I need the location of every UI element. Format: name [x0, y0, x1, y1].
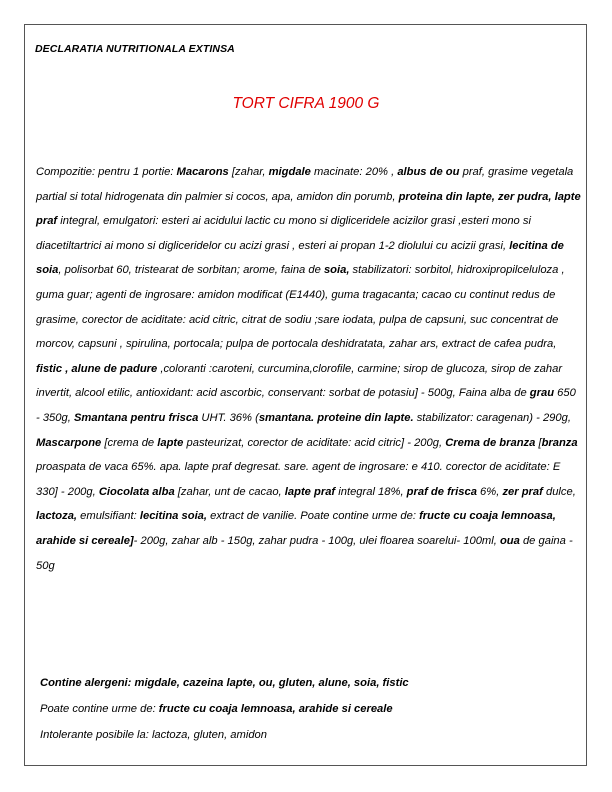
composition-bold-run: lecitina soia,	[139, 510, 208, 523]
composition-bold-run: Smantana pentru frisca	[73, 411, 199, 424]
composition-bold-run: zer praf	[502, 485, 543, 498]
composition-bold-run: migdale	[268, 166, 311, 178]
composition-run: praf, grasime vegetala partial si total hidrogenata din palmier si cocos, apa, amidon din porumb,	[36, 166, 574, 203]
composition-bold-run: lactoza,	[36, 510, 78, 523]
composition-run: UHT. 36% (	[198, 411, 259, 424]
composition-paragraph	[36, 160, 582, 578]
composition-run: [zahar,	[228, 166, 269, 178]
composition-run: pasteurizat, corector de aciditate: acid citric] - 200g,	[183, 436, 446, 449]
composition-bold-run: oua	[499, 534, 520, 547]
traces-label: Poate contine urme de:	[40, 703, 159, 715]
composition-run: [	[535, 436, 542, 449]
traces-values: fructe cu coaja lemnoasa, arahide si cereale	[158, 703, 393, 715]
composition-run: Compozitie: pentru 1 portie:	[36, 166, 177, 178]
composition-run: macinate: 20% ,	[310, 166, 398, 178]
composition-run: integral 18%,	[335, 485, 407, 498]
allergens-values: : migdale, cazeina lapte, ou, gluten, alune, soia, fistic	[127, 677, 409, 689]
composition-run: dulce,	[542, 485, 576, 498]
composition-run: extract de vanilie. Poate contine urme de:	[207, 510, 420, 523]
composition-run: stabilizatori: sorbitol, hidroxipropilceluloza , guma guar; agenti de ingrosare: amidon modificat (E1440), guma tragacanta; cacao cu continut redus de grasime, corector de aciditate: acid citric, citrat de sodiu ;sare iodata, pulpa de capsuni, suc concentrat de morcov, capsuni , spirulina, portocala; pulpa de portocala deshidratata, zahar ars, extract de cafea pudra,	[36, 264, 565, 351]
composition-run: integral, emulgatori: esteri ai acidului lactic cu mono si digliceridele acizilor grasi ,esteri mono si diacetiltartrici ai mono si digliceridelor cu acizi grasi , esteri ai propan 1-2 diolului cu acizii grasi,	[36, 215, 531, 252]
composition-run: de gaina - 50g	[36, 534, 573, 572]
composition-bold-run: proteina din lapte, zer pudra, lapte praf	[36, 190, 581, 228]
composition-run: - 200g, zahar alb - 150g, zahar pudra - 100g, ulei floarea soarelui- 100ml,	[133, 534, 500, 547]
composition-run: 650 - 350g,	[36, 387, 576, 424]
composition-bold-run: soia,	[323, 264, 350, 277]
composition-bold-run: smantana. proteine din lapte.	[258, 411, 414, 424]
composition-run: proaspata de vaca 65%. apa. lapte praf degresat. sare. agent de ingrosare: e 410. corector de aciditate: E 330] - 200g,	[36, 461, 561, 498]
composition-bold-run: Macarons	[176, 166, 229, 178]
composition-run: emulsifiant:	[77, 510, 140, 523]
composition-bold-run: Ciocolata alba	[98, 485, 175, 498]
composition-run: , polisorbat 60, tristearat de sorbitan; arome, faina de	[58, 264, 324, 277]
traces-line	[40, 703, 393, 715]
composition-bold-run: fructe cu coaja lemnoasa, arahide si cereale]	[36, 510, 556, 547]
composition-bold-run: fistic , alune de padure	[36, 362, 158, 375]
composition-bold-run: lapte	[157, 436, 184, 449]
allergens-label: Contine alergeni	[40, 677, 128, 689]
composition-bold-run: lecitina de soia	[36, 239, 564, 277]
composition-bold-run: albus de ou	[397, 166, 460, 178]
composition-run: ,coloranti :caroteni, curcumina,clorofile, carmine; sirop de glucoza, sirop de zahar invertit, alcool etilic, antioxidant: acid ascorbic, conservant: sorbat de potasiu] - 500g, Faina alba de	[36, 362, 563, 400]
product-title: TORT CIFRA 1900 G	[232, 95, 380, 112]
composition-bold-run: grau	[529, 387, 555, 400]
composition-bold-run: branza	[541, 436, 578, 449]
intolerance-line: Intolerante posibile la: lactoza, gluten, amidon	[40, 729, 268, 741]
allergens-line	[40, 677, 409, 689]
composition-bold-run: lapte praf	[284, 485, 336, 498]
document-heading: DECLARATIA NUTRITIONALA EXTINSA	[35, 43, 235, 55]
composition-bold-run: praf de frisca	[406, 485, 477, 498]
composition-run: stabilizator: caragenan) - 290g,	[413, 411, 571, 424]
composition-run: [crema de	[101, 436, 158, 449]
composition-run: 6%,	[476, 485, 503, 498]
composition-bold-run: Mascarpone	[36, 436, 102, 449]
composition-run: [zahar, unt de cacao,	[174, 485, 285, 498]
composition-bold-run: Crema de branza	[445, 436, 536, 449]
